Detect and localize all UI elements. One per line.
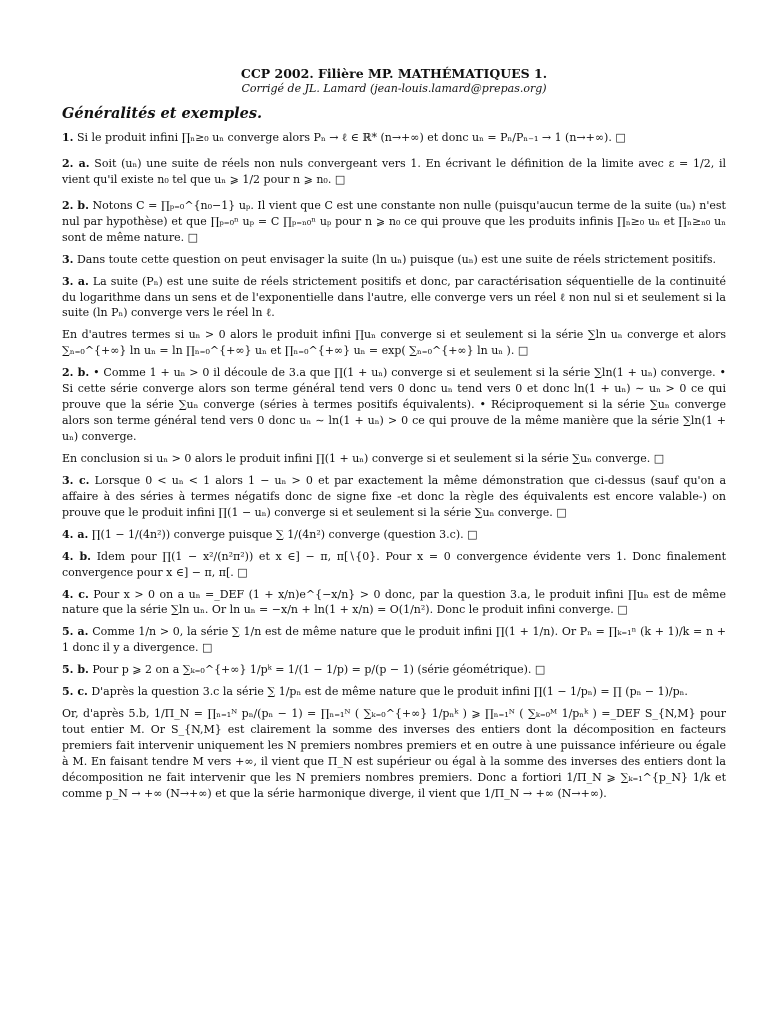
paragraph-2b-bis [62,365,726,445]
item-text: En d'autres termes si uₙ > 0 alors le produit infini ∏uₙ converge si et seulement si la série ∑ln uₙ converge et alors ∑ₙ₌₀^{+∞} ln uₙ = ln ∏ₙ₌₀^{+∞} uₙ et ∏ₙ₌₀^{+∞} uₙ = exp( ∑ₙ₌₀^{+∞} ln uₙ ). □ [62,328,726,358]
item-text: Notons C = ∏ₚ₌₀^{n₀−1} uₚ. Il vient que C est une constante non nulle (puisqu'aucun terme de la suite (uₙ) n'est nul par hypothèse) et que ∏ₚ₌₀ⁿ uₚ = C ∏ₚ₌ₙ₀ⁿ uₚ pour n ⩾ n₀ ce qui prouve que les produits infinis ∏ₙ≥₀ uₙ et ∏ₙ≥ₙ₀ uₙ sont de même nature. □ [62,198,726,244]
item-text: ∏(1 − 1/(4n²)) converge puisque ∑ 1/(4n²) converge (question 3.c). □ [91,527,478,541]
paragraph-4a [62,527,726,543]
item-number: 5. a. [62,625,89,639]
item-text: D'après la question 3.c la série ∑ 1/pₙ est de même nature que le produit infini ∏(1 − 1/pₙ) = ∏ (pₙ − 1)/pₙ. [91,685,688,699]
document-header [62,66,726,95]
paragraph-3a-cont [62,327,726,359]
item-number: 1. [62,131,74,144]
item-text: Comme 1/n > 0, la série ∑ 1/n est de même nature que le produit infini ∏(1 + 1/n). Or Pₙ = ∏ₖ₌₁ⁿ (k + 1)/k = n + 1 donc il y a divergence. □ [62,625,726,655]
document-subtitle: Corrigé de JL. Lamard (jean-louis.lamard@prepas.org) [241,82,547,95]
item-number: 2. b. [62,366,90,380]
item-text: Lorsque 0 < uₙ < 1 alors 1 − uₙ > 0 et par exactement la même démonstration que ci-dessus (sauf qu'on a affaire à des séries à termes négatifs donc de signe fixe -et donc la règle des équivalents est encore valable-) on prouve que le produit infini ∏(1 − uₙ) converge si et seulement si la série ∑uₙ converge. □ [62,473,726,519]
item-text: Pour x > 0 on a uₙ =_DEF (1 + x/n)e^{−x/n} > 0 donc, par la question 3.a, le produit infini ∏uₙ est de même nature que la série ∑ln uₙ. Or ln uₙ = −x/n + ln(1 + x/n) = O(1/n²). Donc le produit infini converge. □ [62,587,726,617]
item-text: Si le produit infini ∏ₙ≥₀ uₙ converge alors Pₙ → ℓ ∈ ℝ* (n→+∞) et donc uₙ = Pₙ/Pₙ₋₁ → 1 (n→+∞). □ [76,131,626,144]
paragraph-5c [62,684,726,700]
paragraph-5b [62,662,726,678]
item-number: 2. b. [62,198,89,212]
item-number: 2. a. [62,156,90,170]
item-number: 5. c. [62,685,88,699]
item-text: La suite (Pₙ) est une suite de réels strictement positifs et donc, par caractérisation séquentielle de la continuité du logarithme dans un sens et de l'exponentielle dans l'autre, elle converge vers un réel ℓ non nul si et seulement si la suite (ln Pₙ) converge vers le réel ln ℓ. [62,274,727,320]
section-title: Généralités et exemples. [62,105,263,122]
paragraph-1 [62,130,726,146]
paragraph-2a [62,156,726,188]
paragraph-5a [62,624,726,656]
item-text: Idem pour ∏(1 − x²/(n²π²)) et x ∈] − π, π[∖{0}. Pour x = 0 convergence évidente vers 1. Donc finalement convergence pour x ∈] − π, π[. □ [62,549,727,579]
item-text: • Comme 1 + uₙ > 0 il découle de 3.a que ∏(1 + uₙ) converge si et seulement si la série ∑ln(1 + uₙ) converge. • Si cette série converge alors son terme général tend vers 0 donc uₙ tend vers 0 et donc ln(1 + uₙ) ∼ uₙ > 0 ce qui prouve que la série ∑uₙ converge (séries à termes positifs équivalents). • Réciproquement si la série ∑uₙ converge alors son terme général tend vers 0 donc uₙ ∼ ln(1 + uₙ) > 0 ce qui prouve de la même manière que la série ∑ln(1 + uₙ) converge. [62,366,726,443]
paragraph-2b-conclusion [62,451,726,467]
item-number: 3. [62,252,74,266]
paragraph-3a [62,274,726,322]
paragraph-2b [62,198,726,246]
paragraph-3 [62,252,726,268]
item-number: 5. b. [62,663,89,677]
item-text: Pour p ⩾ 2 on a ∑ₖ₌₀^{+∞} 1/pᵏ = 1/(1 − 1/p) = p/(p − 1) (série géométrique). □ [92,663,546,677]
paragraph-4b [62,549,726,581]
item-number: 3. a. [62,274,89,288]
item-text: Dans toute cette question on peut envisager la suite (ln uₙ) puisque (uₙ) est une suite de réels strictement positifs. [76,252,717,266]
item-text: En conclusion si uₙ > 0 alors le produit infini ∏(1 + uₙ) converge si et seulement si la série ∑uₙ converge. □ [62,451,665,465]
item-number: 4. a. [62,527,89,541]
item-number: 4. b. [62,549,92,563]
item-number: 4. c. [62,587,89,601]
document-title: CCP 2002. Filière MP. MATHÉMATIQUES 1. [240,66,548,81]
paragraph-4c [62,587,726,619]
item-text: Or, d'après 5.b, 1/Π_N = ∏ₙ₌₁ᴺ pₙ/(pₙ − 1) = ∏ₙ₌₁ᴺ ( ∑ₖ₌₀^{+∞} 1/pₙᵏ ) ⩾ ∏ₙ₌₁ᴺ ( ∑ₖ₌₀ᴹ 1/pₙᵏ ) =_DEF S_{N,M} pour tout entier M. Or S_{N,M} est clairement la somme des inverses des entiers dont la décomposition en facteurs premiers fait intervenir uniquement les N premiers nombres premiers et en outre à une puissance inférieure ou égale à M. En faisant tendre M vers +∞, il vient que Π_N est supérieur ou égal à la somme des inverses des entiers dont la décomposition ne fait intervenir que les N premiers nombres premiers. Donc a fortiori 1/Π_N ⩾ ∑ₖ₌₁^{p_N} 1/k et comme p_N → +∞ (N→+∞) et que la série harmonique diverge, il vient que 1/Π_N → +∞ (N→+∞). [62,707,726,800]
item-text: Soit (uₙ) une suite de réels non nuls convergeant vers 1. En écrivant le définition de la limite avec ε = 1/2, il vient qu'il existe n₀ tel que uₙ ⩾ 1/2 pour n ⩾ n₀. □ [62,156,726,186]
paragraph-3c [62,473,726,521]
item-number: 3. c. [62,473,90,487]
paragraph-5c-cont [62,706,726,802]
